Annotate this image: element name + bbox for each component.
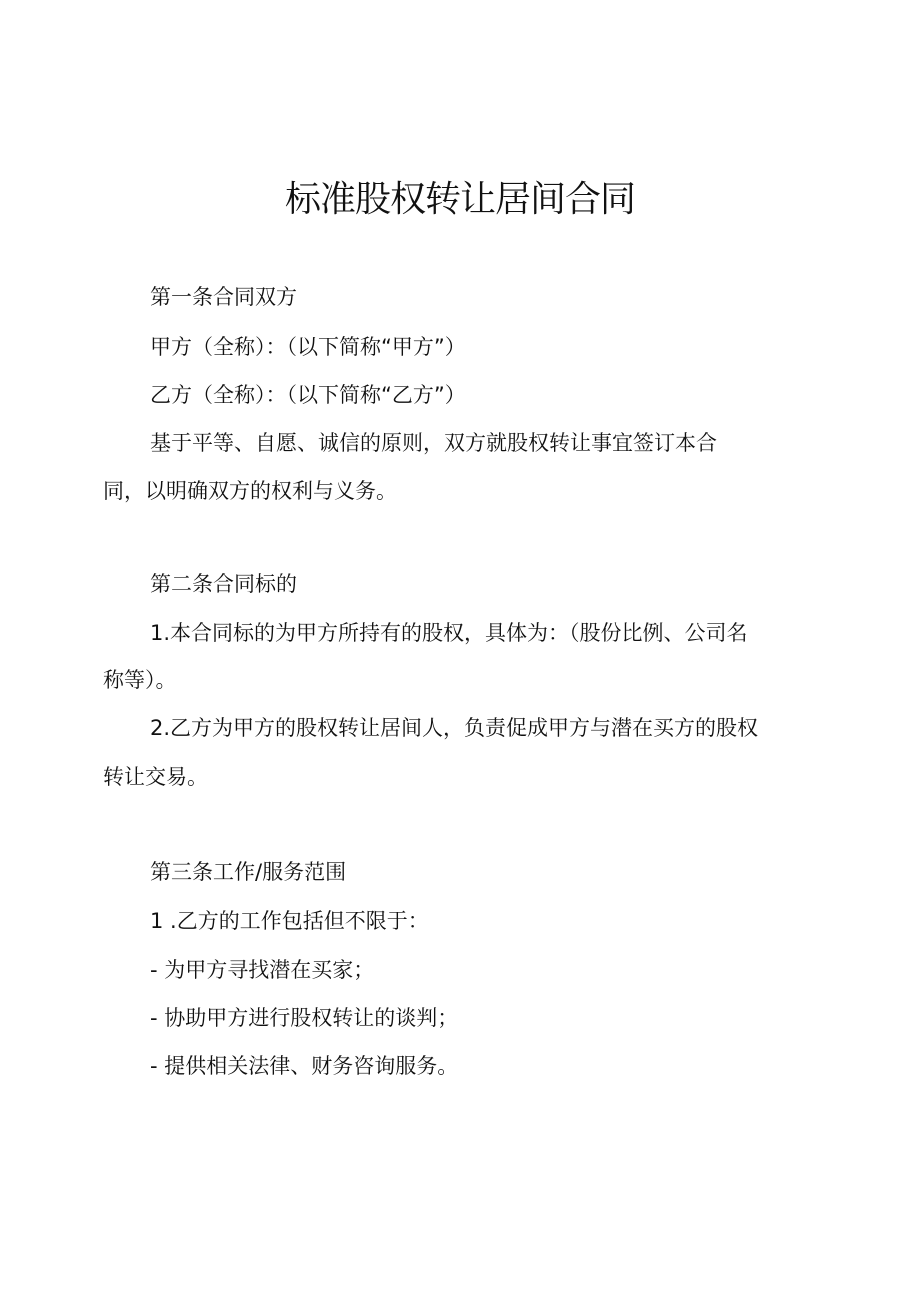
scope-item-negotiation: - 协助甲方进行股权转让的谈判；: [150, 1006, 459, 1030]
principle-line-2: 同，以明确双方的权利与义务。: [103, 479, 397, 503]
party-a-line: 甲方（全称）：（以下简称“甲方”）: [150, 335, 466, 359]
subject-item-1-line-2: 称等）。: [103, 668, 177, 692]
section-2-heading: 第二条合同标的: [150, 572, 297, 596]
scope-item-consulting: - 提供相关法律、财务咨询服务。: [150, 1054, 459, 1078]
subject-item-1-line-1: 1.本合同标的为甲方所持有的股权，具体为：（股份比例、公司名: [150, 621, 748, 645]
party-b-line: 乙方（全称）：（以下简称“乙方”）: [150, 383, 466, 407]
scope-item-find-buyers: - 为甲方寻找潜在买家；: [150, 958, 375, 982]
principle-line-1: 基于平等、自愿、诚信的原则，双方就股权转让事宜签订本合: [150, 431, 717, 455]
subject-item-2-line-1: 2.乙方为甲方的股权转让居间人，负责促成甲方与潜在买方的股权: [150, 716, 759, 740]
scope-intro-line: 1 .乙方的工作包括但不限于：: [150, 909, 429, 933]
document-title: 标准股权转让居间合同: [284, 179, 635, 220]
section-1-heading: 第一条合同双方: [150, 285, 297, 309]
subject-item-2-line-2: 转让交易。: [103, 765, 208, 789]
section-3-heading: 第三条工作/服务范围: [150, 860, 347, 884]
